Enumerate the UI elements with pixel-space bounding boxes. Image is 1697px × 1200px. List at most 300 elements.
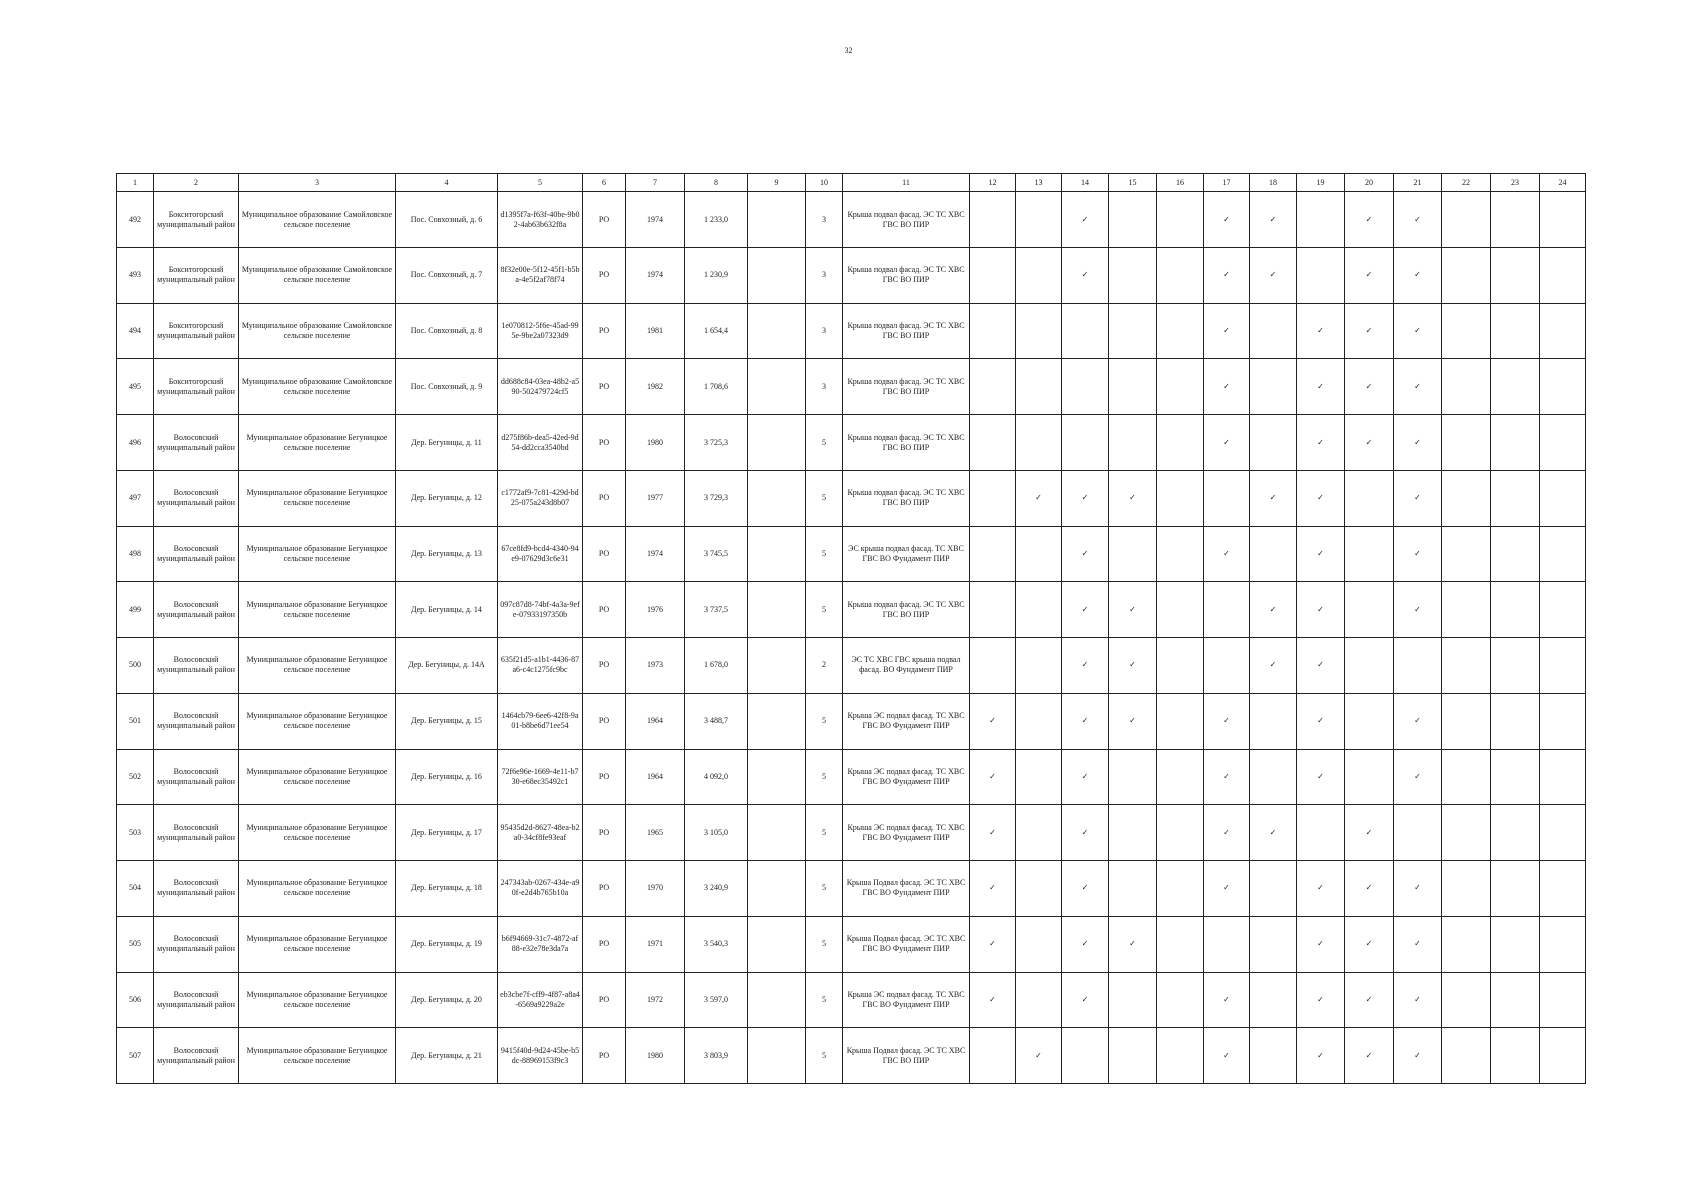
construction-year-cell: 1974 <box>626 526 685 582</box>
table-row <box>117 359 1586 415</box>
floors-cell: 5 <box>806 972 843 1028</box>
construction-year-cell: 1980 <box>626 1028 685 1084</box>
works-list-cell: ЭС ТС ХВС ГВС крыша подвал фасад. ВО Фундамент ПИР <box>843 638 970 694</box>
check-mark-icon: ✓ <box>1394 972 1442 1028</box>
empty-work-cell <box>1491 916 1540 972</box>
check-mark-icon: ✓ <box>1109 470 1157 526</box>
empty-work-cell <box>1250 359 1297 415</box>
empty-work-cell <box>1109 303 1157 359</box>
check-mark-icon: ✓ <box>1109 916 1157 972</box>
municipality-cell: Муниципальное образование Бегуницкое сельское поселение <box>239 749 396 805</box>
check-mark-icon: ✓ <box>1297 749 1345 805</box>
empty-work-cell <box>1250 303 1297 359</box>
check-mark-icon: ✓ <box>1204 247 1250 303</box>
construction-year-cell: 1971 <box>626 916 685 972</box>
building-code-cell: 097c87d8-74bf-4a3a-9efe-07933197350b <box>498 582 583 638</box>
construction-year-cell: 1964 <box>626 749 685 805</box>
funding-form-cell: РО <box>583 247 626 303</box>
check-mark-icon: ✓ <box>1250 638 1297 694</box>
district-cell: Бокситогорский муниципальный район <box>154 247 239 303</box>
empty-work-cell <box>1157 972 1204 1028</box>
check-mark-icon: ✓ <box>1394 415 1442 471</box>
address-cell: Дер. Бегуницы, д. 16 <box>396 749 498 805</box>
table-row <box>117 916 1586 972</box>
empty-work-cell <box>1345 582 1394 638</box>
check-mark-icon: ✓ <box>1345 861 1394 917</box>
empty-work-cell <box>970 526 1016 582</box>
column-number-19: 19 <box>1297 174 1345 192</box>
floors-cell: 5 <box>806 805 843 861</box>
district-cell: Волосовский муниципальный район <box>154 916 239 972</box>
funding-form-cell: РО <box>583 916 626 972</box>
district-cell: Волосовский муниципальный район <box>154 582 239 638</box>
building-code-cell: c1772af9-7c81-429d-bd25-075a243d8b07 <box>498 470 583 526</box>
empty-work-cell <box>1297 247 1345 303</box>
column-number-15: 15 <box>1109 174 1157 192</box>
check-mark-icon: ✓ <box>1345 805 1394 861</box>
funding-form-cell: РО <box>583 749 626 805</box>
municipality-cell: Муниципальное образование Бегуницкое сельское поселение <box>239 805 396 861</box>
empty-work-cell <box>1250 1028 1297 1084</box>
empty-work-cell <box>1016 359 1062 415</box>
check-mark-icon: ✓ <box>1345 415 1394 471</box>
column-number-10: 10 <box>806 174 843 192</box>
empty-work-cell <box>1345 638 1394 694</box>
empty-work-cell <box>1540 916 1586 972</box>
works-list-cell: Крыша ЭС подвал фасад. ТС ХВС ГВС ВО Фундамент ПИР <box>843 749 970 805</box>
check-mark-icon: ✓ <box>1297 638 1345 694</box>
check-mark-icon: ✓ <box>1394 192 1442 248</box>
district-cell: Волосовский муниципальный район <box>154 1028 239 1084</box>
empty-work-cell <box>1109 359 1157 415</box>
empty-work-cell <box>970 192 1016 248</box>
district-cell: Волосовский муниципальный район <box>154 415 239 471</box>
empty-work-cell <box>1491 303 1540 359</box>
area-cell: 1 654,4 <box>685 303 748 359</box>
row-number: 504 <box>117 861 154 917</box>
check-mark-icon: ✓ <box>1062 470 1109 526</box>
construction-year-cell: 1974 <box>626 247 685 303</box>
empty-work-cell <box>1157 916 1204 972</box>
empty-work-cell <box>1491 749 1540 805</box>
empty-work-cell <box>1016 693 1062 749</box>
funding-form-cell: РО <box>583 693 626 749</box>
check-mark-icon: ✓ <box>1394 1028 1442 1084</box>
check-mark-icon: ✓ <box>1345 916 1394 972</box>
building-code-cell: 1464cb79-6ee6-42f8-9a01-b8be6d71ee54 <box>498 693 583 749</box>
empty-work-cell <box>1204 638 1250 694</box>
check-mark-icon: ✓ <box>1297 470 1345 526</box>
table-row <box>117 526 1586 582</box>
municipality-cell: Муниципальное образование Бегуницкое сельское поселение <box>239 638 396 694</box>
empty-work-cell <box>1250 749 1297 805</box>
empty-work-cell <box>1250 972 1297 1028</box>
area-cell: 3 729,3 <box>685 470 748 526</box>
empty-work-cell <box>1016 638 1062 694</box>
empty-work-cell <box>1491 805 1540 861</box>
empty-work-cell <box>970 415 1016 471</box>
empty-work-cell <box>1345 526 1394 582</box>
floors-cell: 5 <box>806 526 843 582</box>
check-mark-icon: ✓ <box>1204 749 1250 805</box>
empty-work-cell <box>1157 861 1204 917</box>
check-mark-icon: ✓ <box>1345 359 1394 415</box>
check-mark-icon: ✓ <box>1062 916 1109 972</box>
column-9-cell <box>748 805 806 861</box>
construction-year-cell: 1964 <box>626 693 685 749</box>
column-number-11: 11 <box>843 174 970 192</box>
building-code-cell: 95435d2d-8627-48ea-b2a0-34cf8fe93eaf <box>498 805 583 861</box>
check-mark-icon: ✓ <box>1297 861 1345 917</box>
empty-work-cell <box>1109 749 1157 805</box>
column-number-20: 20 <box>1345 174 1394 192</box>
check-mark-icon: ✓ <box>1394 247 1442 303</box>
row-number: 506 <box>117 972 154 1028</box>
floors-cell: 5 <box>806 582 843 638</box>
empty-work-cell <box>1442 359 1491 415</box>
column-number-16: 16 <box>1157 174 1204 192</box>
empty-work-cell <box>1016 526 1062 582</box>
check-mark-icon: ✓ <box>1394 916 1442 972</box>
building-code-cell: d1395f7a-f63f-40be-9b02-4ab63b632f8a <box>498 192 583 248</box>
empty-work-cell <box>1442 638 1491 694</box>
row-number: 494 <box>117 303 154 359</box>
check-mark-icon: ✓ <box>1394 359 1442 415</box>
empty-work-cell <box>1109 415 1157 471</box>
area-cell: 1 678,0 <box>685 638 748 694</box>
empty-work-cell <box>1062 1028 1109 1084</box>
check-mark-icon: ✓ <box>1062 526 1109 582</box>
check-mark-icon: ✓ <box>1062 861 1109 917</box>
building-code-cell: 247343ab-0267-434e-a90f-e2d4b765b10a <box>498 861 583 917</box>
empty-work-cell <box>1442 693 1491 749</box>
column-number-row <box>117 174 1586 192</box>
area-cell: 1 233,0 <box>685 192 748 248</box>
check-mark-icon: ✓ <box>1204 1028 1250 1084</box>
empty-work-cell <box>1540 1028 1586 1084</box>
check-mark-icon: ✓ <box>1250 247 1297 303</box>
empty-work-cell <box>1062 303 1109 359</box>
check-mark-icon: ✓ <box>1345 972 1394 1028</box>
floors-cell: 3 <box>806 303 843 359</box>
table-row <box>117 582 1586 638</box>
row-number: 503 <box>117 805 154 861</box>
empty-work-cell <box>1157 192 1204 248</box>
construction-year-cell: 1982 <box>626 359 685 415</box>
column-number-22: 22 <box>1442 174 1491 192</box>
district-cell: Бокситогорский муниципальный район <box>154 303 239 359</box>
construction-year-cell: 1980 <box>626 415 685 471</box>
empty-work-cell <box>1394 805 1442 861</box>
floors-cell: 5 <box>806 861 843 917</box>
municipality-cell: Муниципальное образование Бегуницкое сельское поселение <box>239 470 396 526</box>
empty-work-cell <box>1491 192 1540 248</box>
empty-work-cell <box>1345 693 1394 749</box>
empty-work-cell <box>1442 470 1491 526</box>
empty-work-cell <box>1540 303 1586 359</box>
area-cell: 4 092,0 <box>685 749 748 805</box>
building-code-cell: 635f21d5-a1b1-4436-87a6-c4c1275fc9bc <box>498 638 583 694</box>
empty-work-cell <box>1491 582 1540 638</box>
area-cell: 3 540,3 <box>685 916 748 972</box>
municipality-cell: Муниципальное образование Бегуницкое сельское поселение <box>239 693 396 749</box>
row-number: 496 <box>117 415 154 471</box>
empty-work-cell <box>1442 1028 1491 1084</box>
check-mark-icon: ✓ <box>1297 415 1345 471</box>
works-list-cell: Крыша подвал фасад. ЭС ТС ХВС ГВС ВО ПИР <box>843 247 970 303</box>
empty-work-cell <box>970 1028 1016 1084</box>
check-mark-icon: ✓ <box>1345 303 1394 359</box>
empty-work-cell <box>1491 470 1540 526</box>
row-number: 499 <box>117 582 154 638</box>
empty-work-cell <box>1062 415 1109 471</box>
column-9-cell <box>748 749 806 805</box>
funding-form-cell: РО <box>583 638 626 694</box>
row-number: 505 <box>117 916 154 972</box>
works-list-cell: Крыша подвал фасад. ЭС ТС ХВС ГВС ВО ПИР <box>843 470 970 526</box>
check-mark-icon: ✓ <box>1394 470 1442 526</box>
empty-work-cell <box>1250 693 1297 749</box>
floors-cell: 5 <box>806 749 843 805</box>
column-number-3: 3 <box>239 174 396 192</box>
empty-work-cell <box>1109 805 1157 861</box>
empty-work-cell <box>1157 247 1204 303</box>
address-cell: Дер. Бегуницы, д. 20 <box>396 972 498 1028</box>
empty-work-cell <box>1157 470 1204 526</box>
area-cell: 3 725,3 <box>685 415 748 471</box>
district-cell: Бокситогорский муниципальный район <box>154 192 239 248</box>
municipality-cell: Муниципальное образование Самойловское сельское поселение <box>239 192 396 248</box>
column-9-cell <box>748 638 806 694</box>
works-list-cell: Крыша Подвал фасад. ЭС ТС ХВС ГВС ВО Фундамент ПИР <box>843 861 970 917</box>
empty-work-cell <box>970 582 1016 638</box>
check-mark-icon: ✓ <box>1204 526 1250 582</box>
construction-year-cell: 1973 <box>626 638 685 694</box>
check-mark-icon: ✓ <box>1250 582 1297 638</box>
check-mark-icon: ✓ <box>1109 638 1157 694</box>
floors-cell: 5 <box>806 470 843 526</box>
row-number: 502 <box>117 749 154 805</box>
empty-work-cell <box>1016 861 1062 917</box>
check-mark-icon: ✓ <box>1250 192 1297 248</box>
empty-work-cell <box>1062 359 1109 415</box>
district-cell: Бокситогорский муниципальный район <box>154 359 239 415</box>
works-list-cell: Крыша подвал фасад. ЭС ТС ХВС ГВС ВО ПИР <box>843 415 970 471</box>
check-mark-icon: ✓ <box>1109 582 1157 638</box>
funding-form-cell: РО <box>583 582 626 638</box>
empty-work-cell <box>1540 359 1586 415</box>
check-mark-icon: ✓ <box>1297 972 1345 1028</box>
column-9-cell <box>748 582 806 638</box>
empty-work-cell <box>1109 1028 1157 1084</box>
empty-work-cell <box>1394 638 1442 694</box>
address-cell: Дер. Бегуницы, д. 14А <box>396 638 498 694</box>
empty-work-cell <box>1442 972 1491 1028</box>
empty-work-cell <box>1016 303 1062 359</box>
check-mark-icon: ✓ <box>1062 749 1109 805</box>
row-number: 501 <box>117 693 154 749</box>
check-mark-icon: ✓ <box>1250 805 1297 861</box>
check-mark-icon: ✓ <box>1345 1028 1394 1084</box>
column-number-21: 21 <box>1394 174 1442 192</box>
empty-work-cell <box>1491 359 1540 415</box>
empty-work-cell <box>1016 247 1062 303</box>
empty-work-cell <box>970 303 1016 359</box>
empty-work-cell <box>1540 638 1586 694</box>
floors-cell: 5 <box>806 1028 843 1084</box>
check-mark-icon: ✓ <box>1204 805 1250 861</box>
floors-cell: 5 <box>806 415 843 471</box>
row-number: 507 <box>117 1028 154 1084</box>
empty-work-cell <box>1250 526 1297 582</box>
table-row <box>117 303 1586 359</box>
empty-work-cell <box>1540 972 1586 1028</box>
empty-work-cell <box>1491 693 1540 749</box>
address-cell: Дер. Бегуницы, д. 14 <box>396 582 498 638</box>
empty-work-cell <box>1540 470 1586 526</box>
building-code-cell: 1e070812-5f6e-45ad-995e-9be2a07323d9 <box>498 303 583 359</box>
empty-work-cell <box>1540 415 1586 471</box>
empty-work-cell <box>1540 247 1586 303</box>
works-list-cell: Крыша ЭС подвал фасад. ТС ХВС ГВС ВО Фундамент ПИР <box>843 972 970 1028</box>
column-number-1: 1 <box>117 174 154 192</box>
floors-cell: 3 <box>806 359 843 415</box>
check-mark-icon: ✓ <box>970 916 1016 972</box>
empty-work-cell <box>1491 247 1540 303</box>
empty-work-cell <box>970 638 1016 694</box>
municipality-cell: Муниципальное образование Бегуницкое сельское поселение <box>239 861 396 917</box>
building-code-cell: d275f86b-dea5-42ed-9d54-dd2cca3540bd <box>498 415 583 471</box>
empty-work-cell <box>1442 526 1491 582</box>
check-mark-icon: ✓ <box>1394 303 1442 359</box>
check-mark-icon: ✓ <box>970 693 1016 749</box>
municipality-cell: Муниципальное образование Бегуницкое сельское поселение <box>239 526 396 582</box>
empty-work-cell <box>1491 972 1540 1028</box>
check-mark-icon: ✓ <box>1345 247 1394 303</box>
check-mark-icon: ✓ <box>1062 638 1109 694</box>
empty-work-cell <box>1442 192 1491 248</box>
empty-work-cell <box>1109 861 1157 917</box>
table-row <box>117 861 1586 917</box>
table-row <box>117 693 1586 749</box>
works-list-cell: Крыша подвал фасад. ЭС ТС ХВС ГВС ВО ПИР <box>843 359 970 415</box>
column-9-cell <box>748 916 806 972</box>
empty-work-cell <box>1157 415 1204 471</box>
row-number: 492 <box>117 192 154 248</box>
check-mark-icon: ✓ <box>1297 693 1345 749</box>
area-cell: 1 708,6 <box>685 359 748 415</box>
empty-work-cell <box>1157 582 1204 638</box>
floors-cell: 5 <box>806 916 843 972</box>
row-number: 495 <box>117 359 154 415</box>
check-mark-icon: ✓ <box>1016 470 1062 526</box>
check-mark-icon: ✓ <box>1204 303 1250 359</box>
check-mark-icon: ✓ <box>1345 192 1394 248</box>
floors-cell: 3 <box>806 247 843 303</box>
empty-work-cell <box>1157 359 1204 415</box>
check-mark-icon: ✓ <box>1062 247 1109 303</box>
check-mark-icon: ✓ <box>1204 861 1250 917</box>
construction-year-cell: 1974 <box>626 192 685 248</box>
check-mark-icon: ✓ <box>1394 861 1442 917</box>
works-list-cell: Крыша Подвал фасад. ЭС ТС ХВС ГВС ВО ПИР <box>843 1028 970 1084</box>
empty-work-cell <box>1540 582 1586 638</box>
check-mark-icon: ✓ <box>1297 359 1345 415</box>
municipality-cell: Муниципальное образование Бегуницкое сельское поселение <box>239 1028 396 1084</box>
table-row <box>117 972 1586 1028</box>
column-9-cell <box>748 192 806 248</box>
empty-work-cell <box>1109 247 1157 303</box>
funding-form-cell: РО <box>583 303 626 359</box>
funding-form-cell: РО <box>583 805 626 861</box>
empty-work-cell <box>1540 861 1586 917</box>
check-mark-icon: ✓ <box>1394 749 1442 805</box>
construction-year-cell: 1970 <box>626 861 685 917</box>
empty-work-cell <box>1442 805 1491 861</box>
table-row <box>117 192 1586 248</box>
address-cell: Дер. Бегуницы, д. 12 <box>396 470 498 526</box>
building-code-cell: 72f6e96e-1669-4e11-b730-e68ec35492c1 <box>498 749 583 805</box>
check-mark-icon: ✓ <box>970 861 1016 917</box>
funding-form-cell: РО <box>583 972 626 1028</box>
funding-form-cell: РО <box>583 470 626 526</box>
empty-work-cell <box>970 359 1016 415</box>
empty-work-cell <box>1491 638 1540 694</box>
empty-work-cell <box>1250 916 1297 972</box>
empty-work-cell <box>1442 916 1491 972</box>
municipality-cell: Муниципальное образование Самойловское сельское поселение <box>239 359 396 415</box>
column-9-cell <box>748 526 806 582</box>
empty-work-cell <box>1016 916 1062 972</box>
empty-work-cell <box>1157 303 1204 359</box>
check-mark-icon: ✓ <box>1394 582 1442 638</box>
check-mark-icon: ✓ <box>1062 582 1109 638</box>
empty-work-cell <box>1157 693 1204 749</box>
works-list-cell: Крыша ЭС подвал фасад. ТС ХВС ГВС ВО Фундамент ПИР <box>843 805 970 861</box>
page-number: 32 <box>844 46 853 55</box>
empty-work-cell <box>1250 415 1297 471</box>
funding-form-cell: РО <box>583 526 626 582</box>
works-list-cell: Крыша подвал фасад. ЭС ТС ХВС ГВС ВО ПИР <box>843 192 970 248</box>
area-cell: 3 737,5 <box>685 582 748 638</box>
empty-work-cell <box>1442 861 1491 917</box>
building-code-cell: 9415f40d-9d24-45be-b5dc-88969153f9c3 <box>498 1028 583 1084</box>
construction-year-cell: 1977 <box>626 470 685 526</box>
check-mark-icon: ✓ <box>1297 916 1345 972</box>
check-mark-icon: ✓ <box>1204 192 1250 248</box>
check-mark-icon: ✓ <box>970 749 1016 805</box>
column-number-13: 13 <box>1016 174 1062 192</box>
column-9-cell <box>748 861 806 917</box>
building-code-cell: 8f32e00e-5f12-45f1-b5ba-4e5f2af78f74 <box>498 247 583 303</box>
municipality-cell: Муниципальное образование Бегуницкое сельское поселение <box>239 972 396 1028</box>
check-mark-icon: ✓ <box>1062 805 1109 861</box>
area-cell: 3 803,9 <box>685 1028 748 1084</box>
empty-work-cell <box>1157 805 1204 861</box>
column-number-14: 14 <box>1062 174 1109 192</box>
empty-work-cell <box>1540 805 1586 861</box>
row-number: 493 <box>117 247 154 303</box>
check-mark-icon: ✓ <box>1297 1028 1345 1084</box>
empty-work-cell <box>1491 526 1540 582</box>
column-9-cell <box>748 359 806 415</box>
table-row <box>117 415 1586 471</box>
empty-work-cell <box>1204 470 1250 526</box>
empty-work-cell <box>1491 861 1540 917</box>
works-list-cell: Крыша Подвал фасад. ЭС ТС ХВС ГВС ВО Фундамент ПИР <box>843 916 970 972</box>
check-mark-icon: ✓ <box>1394 693 1442 749</box>
empty-work-cell <box>1204 582 1250 638</box>
